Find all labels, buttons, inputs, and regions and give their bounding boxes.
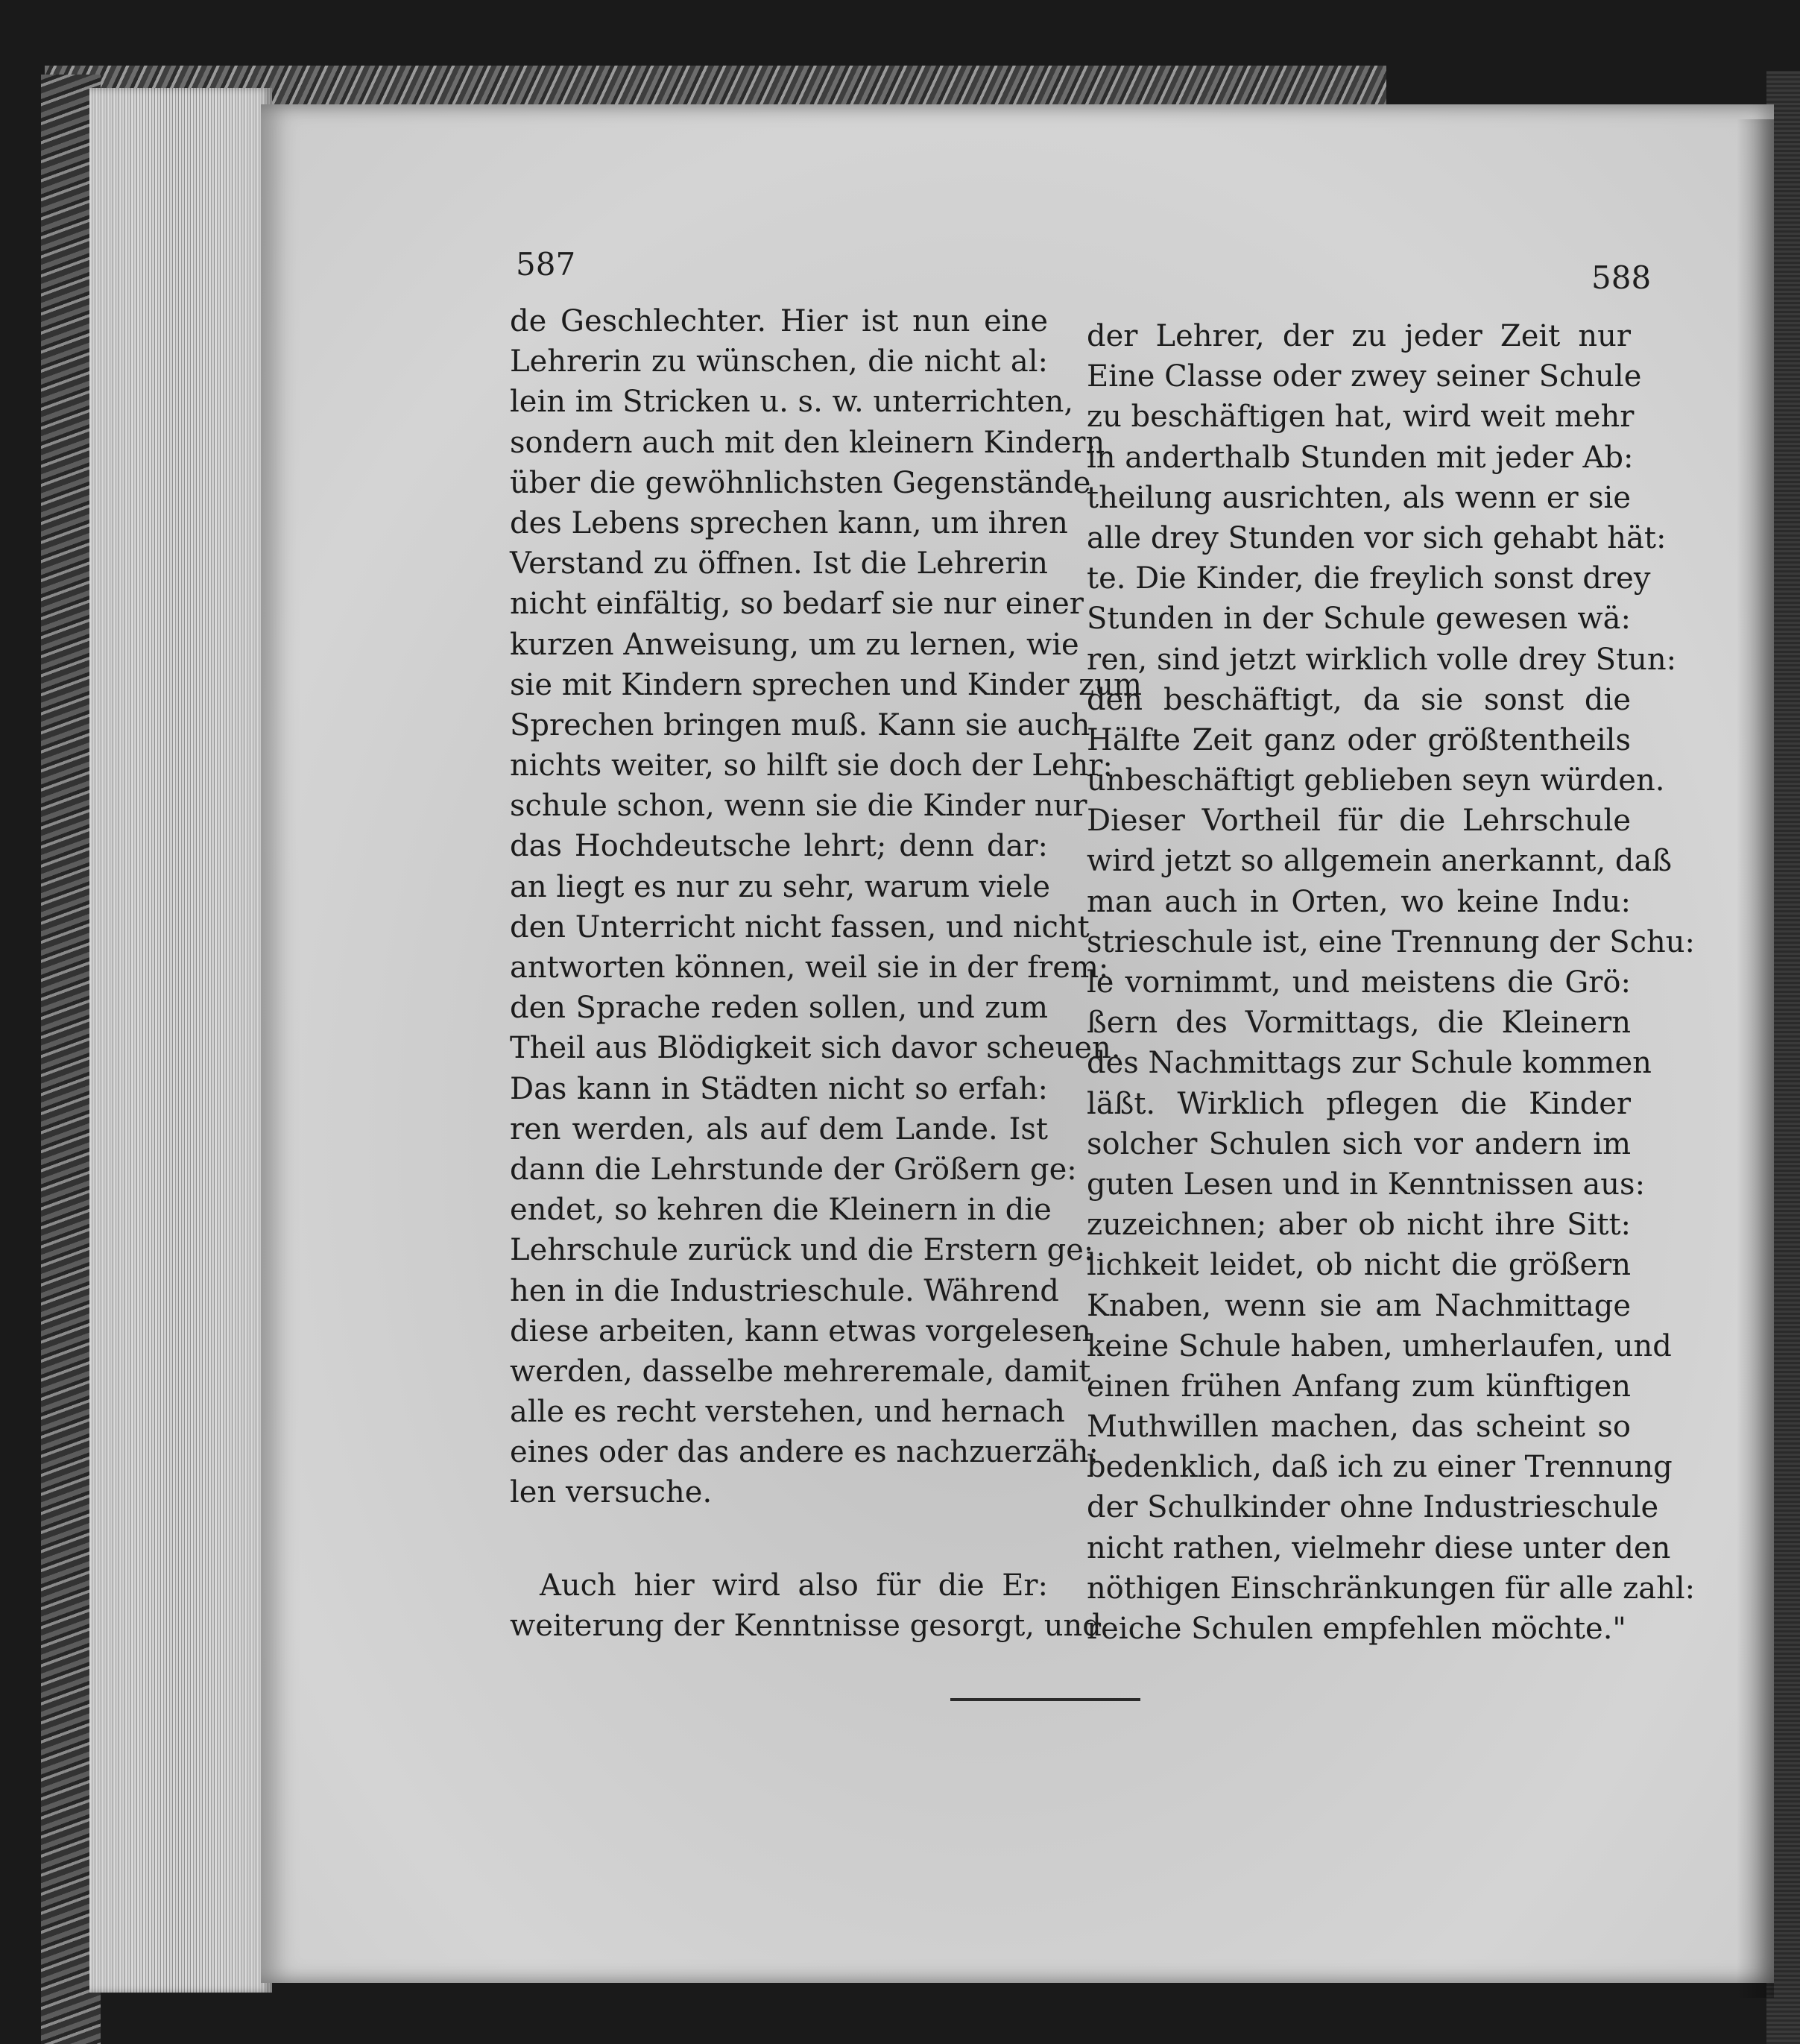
text-line: bedenklich, daß ich zu einer Trennung bbox=[1087, 1450, 1673, 1485]
text-line: Eine Classe oder zwey seiner Schule bbox=[1087, 359, 1642, 394]
text-line: schule schon, wenn sie die Kinder nur bbox=[510, 789, 1087, 824]
text-line: solcher Schulen sich vor andern im bbox=[1087, 1126, 1631, 1161]
text-line: ßern des Vormittags, die Kleinern bbox=[1087, 1006, 1631, 1041]
text-line: zuzeichnen; aber ob nicht ihre Sitt: bbox=[1087, 1208, 1631, 1243]
page-number-left: 587 bbox=[516, 246, 576, 283]
text-line: das Hochdeutsche lehrt; denn dar: bbox=[510, 829, 1048, 864]
text-line: nicht rathen, vielmehr diese unter den bbox=[1087, 1530, 1671, 1565]
left-column bbox=[510, 301, 1142, 1646]
text-line: ren werden, als auf dem Lande. Ist bbox=[510, 1111, 1048, 1146]
text-line: strieschule ist, eine Trennung der Schu: bbox=[1087, 924, 1696, 959]
text-line: lichkeit leidet, ob nicht die größern bbox=[1087, 1248, 1631, 1283]
text-line: den beschäftigt, da sie sonst die bbox=[1087, 682, 1631, 717]
text-line: de Geschlechter. Hier ist nun eine bbox=[510, 304, 1048, 338]
left-paragraph-1 bbox=[510, 301, 1142, 1513]
text-line: alle es recht verstehen, und hernach bbox=[510, 1395, 1065, 1430]
text-line: Auch hier wird also für die Er: bbox=[540, 1568, 1048, 1603]
text-line: der Schulkinder ohne Industrieschule bbox=[1087, 1490, 1659, 1525]
text-line: werden, dasselbe mehreremale, damit bbox=[510, 1354, 1091, 1389]
text-line: läßt. Wirklich pflegen die Kinder bbox=[1087, 1086, 1631, 1121]
text-line: le vornimmt, und meistens die Grö: bbox=[1087, 965, 1631, 1000]
text-line: Lehrschule zurück und die Erstern ge: bbox=[510, 1233, 1094, 1268]
text-line: Knaben, wenn sie am Nachmittage bbox=[1087, 1288, 1631, 1323]
text-line: Dieser Vortheil für die Lehrschule bbox=[1087, 804, 1631, 839]
paragraph-gap bbox=[510, 1513, 1048, 1565]
text-line: Lehrerin zu wünschen, die nicht al: bbox=[510, 344, 1048, 379]
text-line: in anderthalb Stunden mit jeder Ab: bbox=[1087, 440, 1634, 475]
text-line: keine Schule haben, umherlaufen, und bbox=[1087, 1328, 1672, 1363]
text-line: lein im Stricken u. s. w. unterrichten, bbox=[510, 385, 1074, 420]
text-line: ren, sind jetzt wirklich volle drey Stun: bbox=[1087, 642, 1677, 677]
text-line: Verstand zu öffnen. Ist die Lehrerin bbox=[510, 546, 1048, 581]
gutter-shadow bbox=[1737, 119, 1774, 1998]
left-paragraph-2 bbox=[510, 1565, 1102, 1646]
page-edges bbox=[89, 88, 272, 1993]
text-line: Das kann in Städten nicht so erfah: bbox=[510, 1071, 1048, 1106]
text-line: weiterung der Kenntnisse gesorgt, und bbox=[510, 1608, 1102, 1643]
text-line: antworten können, weil sie in der frem: bbox=[510, 950, 1109, 985]
text-line: den Unterricht nicht fassen, und nicht bbox=[510, 909, 1090, 944]
text-line: dann die Lehrstunde der Größern ge: bbox=[510, 1152, 1077, 1187]
right-column bbox=[1087, 316, 1696, 1649]
text-line: sie mit Kindern sprechen und Kinder zum bbox=[510, 667, 1142, 702]
text-line: te. Die Kinder, die freylich sonst drey bbox=[1087, 561, 1651, 596]
text-line: wird jetzt so allgemein anerkannt, daß bbox=[1087, 844, 1673, 879]
text-line: Muthwillen machen, das scheint so bbox=[1087, 1410, 1631, 1445]
text-line: des Lebens sprechen kann, um ihren bbox=[510, 505, 1068, 540]
text-line: an liegt es nur zu sehr, warum viele bbox=[510, 869, 1051, 904]
page-number-right: 588 bbox=[1591, 259, 1652, 296]
text-line: den Sprache reden sollen, und zum bbox=[510, 991, 1048, 1026]
text-line: eines oder das andere es nachzuerzäh: bbox=[510, 1435, 1099, 1470]
text-line: nicht einfältig, so bedarf sie nur einer bbox=[510, 587, 1084, 622]
text-line: Stunden in der Schule gewesen wä: bbox=[1087, 602, 1631, 637]
section-rule bbox=[950, 1698, 1140, 1701]
text-line: nichts weiter, so hilft sie doch der Lehr: bbox=[510, 748, 1113, 783]
text-line: endet, so kehren die Kleinern in die bbox=[510, 1193, 1052, 1228]
text-line: Hälfte Zeit ganz oder größtentheils bbox=[1087, 722, 1631, 757]
text-line: kurzen Anweisung, um zu lernen, wie bbox=[510, 627, 1079, 662]
text-line: unbeschäftigt geblieben seyn würden. bbox=[1087, 763, 1665, 798]
text-line: der Lehrer, der zu jeder Zeit nur bbox=[1087, 319, 1631, 353]
text-line: man auch in Orten, wo keine Indu: bbox=[1087, 884, 1631, 919]
text-line: theilung ausrichten, als wenn er sie bbox=[1087, 480, 1631, 515]
text-line: nöthigen Einschränkungen für alle zahl: bbox=[1087, 1571, 1696, 1606]
text-line: einen frühen Anfang zum künftigen bbox=[1087, 1369, 1631, 1404]
text-line: Sprechen bringen muß. Kann sie auch bbox=[510, 707, 1090, 742]
text-line: sondern auch mit den kleinern Kindern bbox=[510, 425, 1105, 460]
text-line: des Nachmittags zur Schule kommen bbox=[1087, 1046, 1652, 1081]
text-line: Theil aus Blödigkeit sich davor scheuen. bbox=[510, 1031, 1121, 1066]
text-line: über die gewöhnlichsten Gegenstände bbox=[510, 465, 1091, 500]
text-line: hen in die Industrieschule. Während bbox=[510, 1273, 1059, 1308]
right-paragraph-1 bbox=[1087, 316, 1696, 1649]
text-line: alle drey Stunden vor sich gehabt hät: bbox=[1087, 520, 1667, 555]
text-line: diese arbeiten, kann etwas vorgelesen bbox=[510, 1313, 1091, 1349]
text-line: guten Lesen und in Kenntnissen aus: bbox=[1087, 1167, 1646, 1202]
text-line: reiche Schulen empfehlen möchte." bbox=[1087, 1612, 1626, 1646]
text-line: zu beschäftigen hat, wird weit mehr bbox=[1087, 400, 1635, 435]
text-line: len versuche. bbox=[510, 1475, 713, 1510]
